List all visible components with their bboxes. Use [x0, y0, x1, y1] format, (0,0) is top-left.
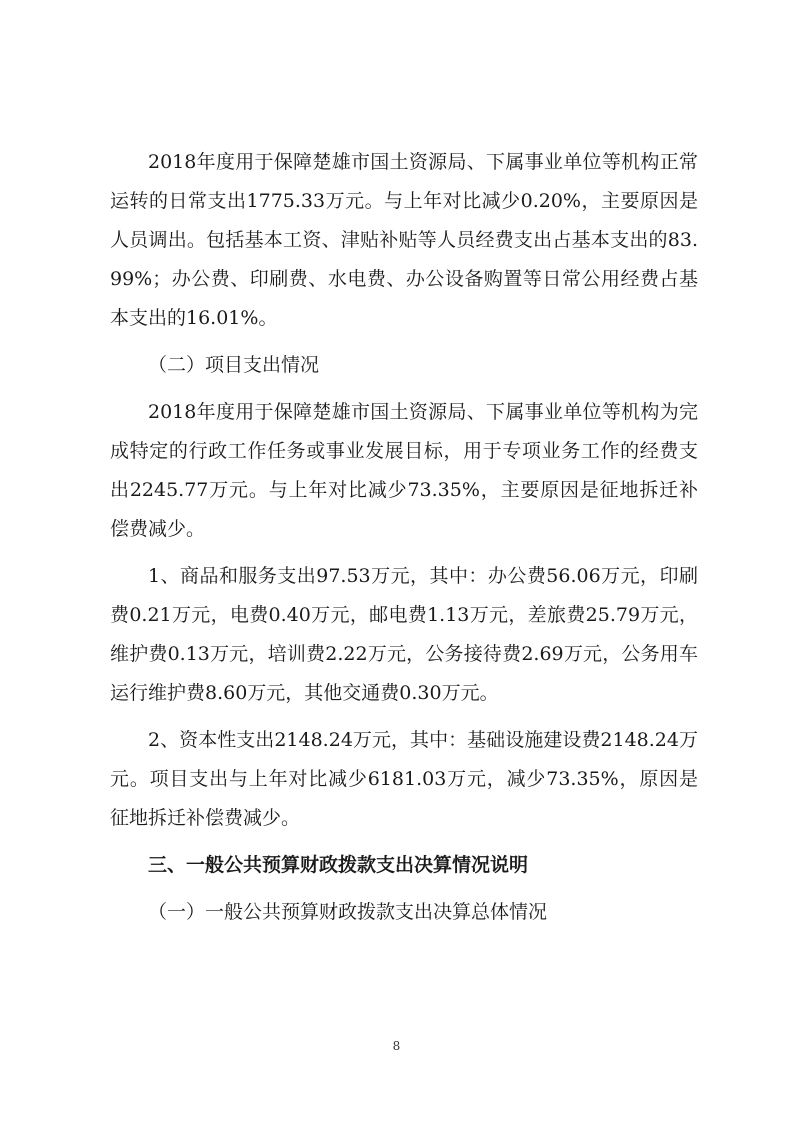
paragraph-project-expenditure: 2018年度用于保障楚雄市国土资源局、下属事业单位等机构为完成特定的行政工作任务或事业发展目标，用于专项业务工作的经费支出2245.77万元。与上年对比减少73.35%，主要原因是征地拆迁补偿费减少。: [110, 401, 698, 540]
paragraph-goods-services: 1、商品和服务支出97.53万元，其中：办公费56.06万元，印刷费0.21万元，电费0.40万元，邮电费1.13万元，差旅费25.79万元，维护费0.13万元，培训费2.22万元，公务接待费2.69万元，公务用车运行维护费8.60万元，其他交通费0.30万元。: [110, 565, 698, 704]
page-body: [110, 143, 698, 932]
paragraph-routine-expenditure: 2018年度用于保障楚雄市国土资源局、下属事业单位等机构正常运转的日常支出1775.33万元。与上年对比减少0.20%，主要原因是人员调出。包括基本工资、津贴补贴等人员经费支出占基本支出的83.99%；办公费、印刷费、水电费、办公设备购置等日常公用经费占基本支出的16.01%。: [110, 151, 698, 329]
section-subheading-general-budget-overall: （一）一般公共预算财政拨款支出决算总体情况: [148, 901, 548, 923]
section-heading-general-budget: 三、一般公共预算财政拨款支出决算情况说明: [148, 854, 529, 876]
page-number: 8: [392, 1039, 401, 1053]
section-heading-project-expenditure: （二）项目支出情况: [148, 354, 320, 376]
paragraph-capital-expenditure: 2、资本性支出2148.24万元，其中：基础设施建设费2148.24万元。项目支出与上年对比减少6181.03万元，减少73.35%，原因是征地拆迁补偿费减少。: [110, 729, 698, 829]
